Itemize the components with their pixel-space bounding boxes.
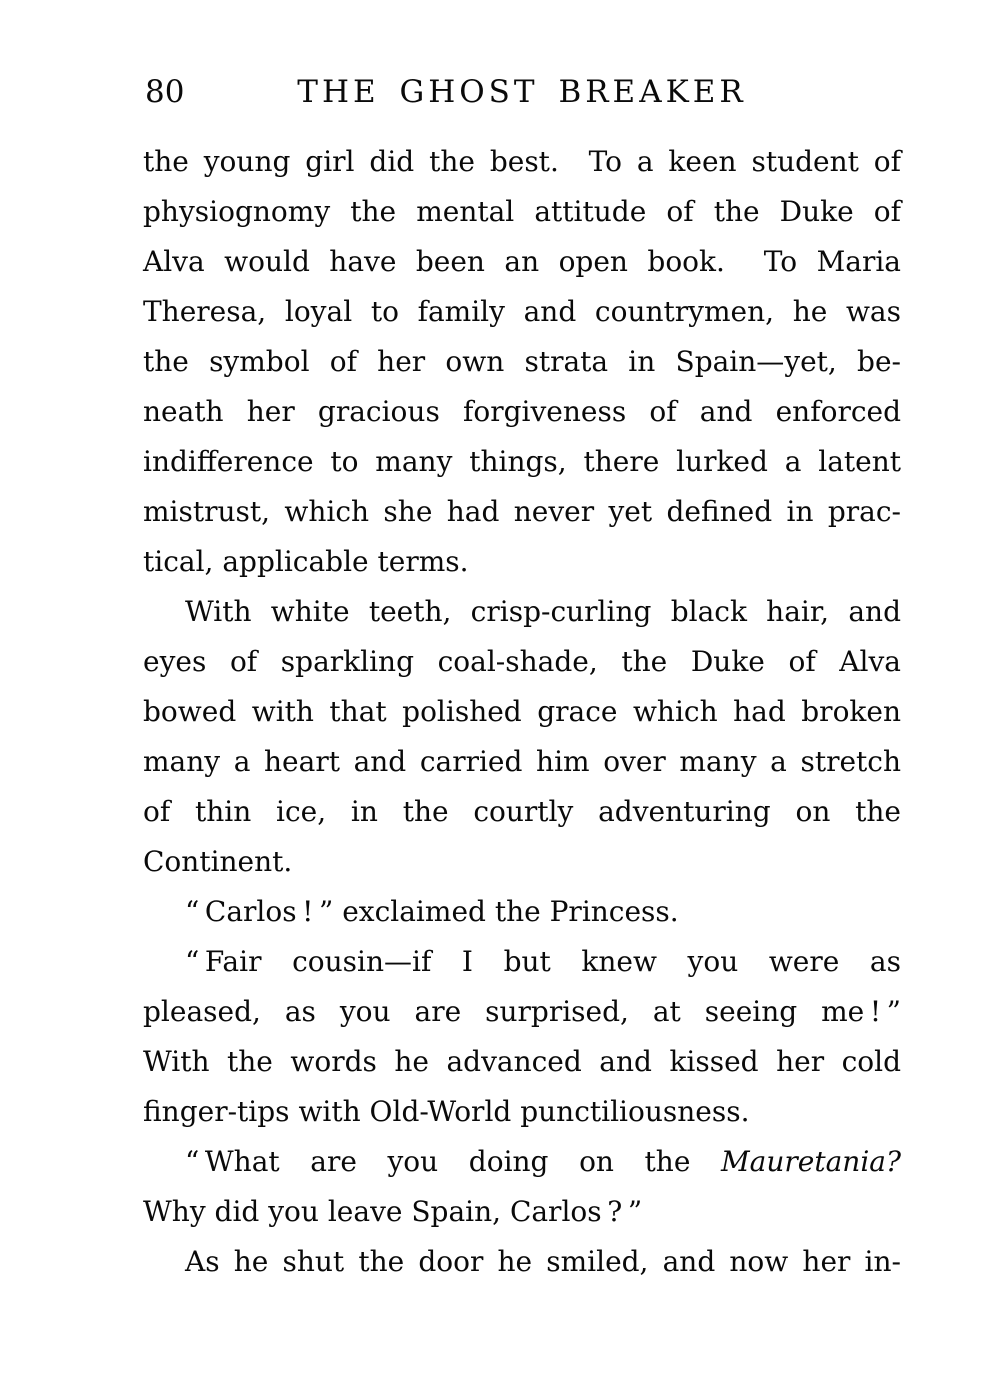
text-line: tical, applicable terms. [143, 545, 469, 578]
text-line: “ Fair cousin—if I but knew you were as [185, 945, 901, 978]
text-line: Continent. [143, 845, 293, 878]
text-line: Why did you leave Spain, Carlos ? ” [143, 1195, 643, 1228]
text-line: As he shut the door he smiled, and now her in- [185, 1245, 901, 1278]
text-line: neath her gracious forgiveness of and enforced [143, 395, 901, 428]
text-line: physiognomy the mental attitude of the Duke of [143, 195, 901, 228]
ship-name-italic: Mauretania? [721, 1145, 901, 1178]
text-line: indifference to many things, there lurked a latent [143, 445, 901, 478]
paragraph-1 [143, 137, 901, 587]
text-line: mistrust, which she had never yet defined in prac- [143, 495, 901, 528]
page-number: 80 [145, 74, 185, 110]
text-line: the symbol of her own strata in Spain—yet, be- [143, 345, 901, 378]
text-line: of thin ice, in the courtly adventuring on the [143, 795, 901, 828]
paragraph-4 [143, 937, 901, 1137]
text-line: Alva would have been an open book. To Maria [143, 245, 901, 278]
paragraph-3 [143, 887, 901, 937]
page-header [143, 73, 901, 111]
text-line: With white teeth, crisp-curling black hair, and [185, 595, 901, 628]
text-line: eyes of sparkling coal-shade, the Duke of Alva [143, 645, 901, 678]
running-title: THE GHOST BREAKER [297, 74, 747, 110]
page-body [143, 137, 901, 1287]
text-line: “ Carlos ! ” exclaimed the Princess. [185, 895, 679, 928]
text-line: With the words he advanced and kissed her cold [143, 1045, 901, 1078]
text-line: finger-tips with Old-World punctiliousness. [143, 1095, 750, 1128]
text-line [143, 1137, 901, 1187]
text-segment: “ What are you doing on the [185, 1145, 721, 1178]
paragraph-2 [143, 587, 901, 887]
text-line: the young girl did the best. To a keen student of [143, 145, 901, 178]
paragraph-6 [143, 1237, 901, 1287]
text-line: pleased, as you are surprised, at seeing me ! ” [143, 995, 901, 1028]
text-line: many a heart and carried him over many a stretch [143, 745, 901, 778]
text-column [143, 73, 901, 1287]
text-line: bowed with that polished grace which had broken [143, 695, 901, 728]
text-line: Theresa, loyal to family and countrymen, he was [143, 295, 901, 328]
paragraph-5 [143, 1137, 901, 1237]
